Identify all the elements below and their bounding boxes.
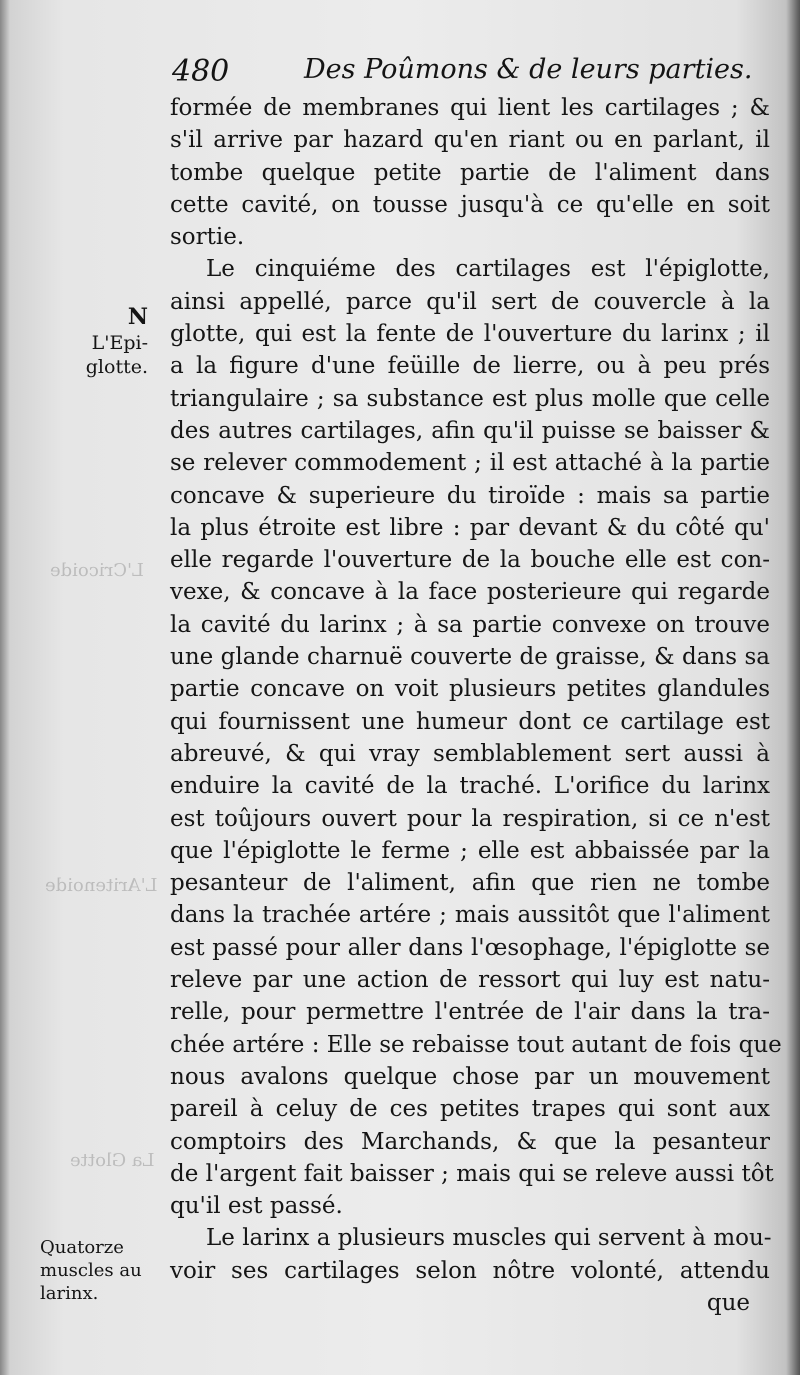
text-line: qui fournissent une humeur dont ce cartilage est — [170, 708, 770, 735]
text-line: pesanteur de l'aliment, afin que rien ne tombe — [170, 870, 770, 897]
text-line: relle, pour permettre l'entrée de l'air dans la tra- — [170, 999, 770, 1026]
bleed-through-note: L'Aritenoide — [45, 875, 158, 896]
text-line: des autres cartilages, afin qu'il puisse se baisser & — [170, 417, 770, 444]
page-edge-shadow — [786, 0, 800, 1375]
catchword: que — [706, 1290, 750, 1316]
text-line: s'il arrive par hazard qu'en riant ou en parlant, il — [170, 127, 770, 154]
text-line: Le cinquiéme des cartilages est l'épiglotte, — [206, 256, 770, 283]
text-line: ainsi appellé, parce qu'il sert de couvercle à la — [170, 288, 770, 315]
text-line: partie concave on voit plusieurs petites glandules — [170, 676, 770, 703]
text-line: enduire la cavité de la traché. L'orifice du larinx — [170, 773, 770, 800]
text-line: dans la trachée artére ; mais aussitôt que l'aliment — [170, 902, 770, 929]
margin-note-epiglotte — [40, 305, 148, 379]
text-line: abreuvé, & qui vray semblablement sert aussi à — [170, 740, 770, 767]
page-number: 480 — [172, 54, 230, 89]
text-line: la plus étroite est libre : par devant & du côté qu' — [170, 514, 770, 541]
text-line: se relever commodement ; il est attaché à la partie — [170, 450, 770, 477]
text-line: vexe, & concave à la face posterieure qui regarde — [170, 579, 770, 606]
text-line: est toûjours ouvert pour la respiration, si ce n'est — [170, 805, 770, 832]
text-line: de l'argent fait baisser ; mais qui se releve aussi tôt — [170, 1160, 774, 1187]
text-line: elle regarde l'ouverture de la bouche elle est con- — [170, 547, 770, 574]
text-line: triangulaire ; sa substance est plus molle que celle — [170, 385, 770, 412]
margin-note-label: L'Epi-glotte. — [85, 332, 148, 378]
text-line: chée artére : Elle se rebaisse tout autant de fois que — [170, 1031, 782, 1058]
margin-note-quatorze-muscles: Quatorze muscles au larinx. — [40, 1237, 142, 1304]
running-title: Des Poûmons & de leurs parties. — [304, 54, 753, 85]
body-text — [170, 92, 782, 1287]
page-header — [172, 52, 767, 92]
bleed-through-note: La Glotte — [70, 1150, 155, 1171]
text-line: que l'épiglotte le ferme ; elle est abbaissée par la — [170, 837, 770, 864]
text-line: releve par une action de ressort qui luy est natu- — [170, 967, 770, 994]
text-line: la cavité du larinx ; à sa partie convexe on trouve — [170, 611, 770, 638]
text-line: est passé pour aller dans l'œsophage, l'épiglotte se — [170, 934, 770, 961]
page-gutter-shadow — [0, 0, 10, 1375]
text-line: a la figure d'une feüille de lierre, ou à peu prés — [170, 353, 770, 380]
text-line: Le larinx a plusieurs muscles qui servent à mou- — [206, 1225, 772, 1252]
text-line: voir ses cartilages selon nôtre volonté, attendu — [170, 1257, 770, 1284]
bleed-through-note: L'Cricoide — [50, 560, 144, 581]
text-line: cette cavité, on tousse jusqu'à ce qu'elle en soit — [170, 191, 770, 218]
text-line: pareil à celuy de ces petites trapes qui sont aux — [170, 1096, 770, 1123]
text-line: concave & superieure du tiroïde : mais sa partie — [170, 482, 770, 509]
text-line: une glande charnuë couverte de graisse, & dans sa — [170, 644, 770, 671]
signature-mark: N — [127, 304, 148, 330]
text-line: qu'il est passé. — [170, 1193, 343, 1220]
text-line: comptoirs des Marchands, & que la pesanteur — [170, 1128, 770, 1155]
text-line: glotte, qui est la fente de l'ouverture du larinx ; il — [170, 321, 770, 348]
text-line: tombe quelque petite partie de l'aliment dans — [170, 159, 770, 186]
text-line: sortie. — [170, 224, 245, 251]
text-line: formée de membranes qui lient les cartilages ; & — [170, 95, 770, 121]
text-line: nous avalons quelque chose par un mouvement — [170, 1063, 770, 1090]
